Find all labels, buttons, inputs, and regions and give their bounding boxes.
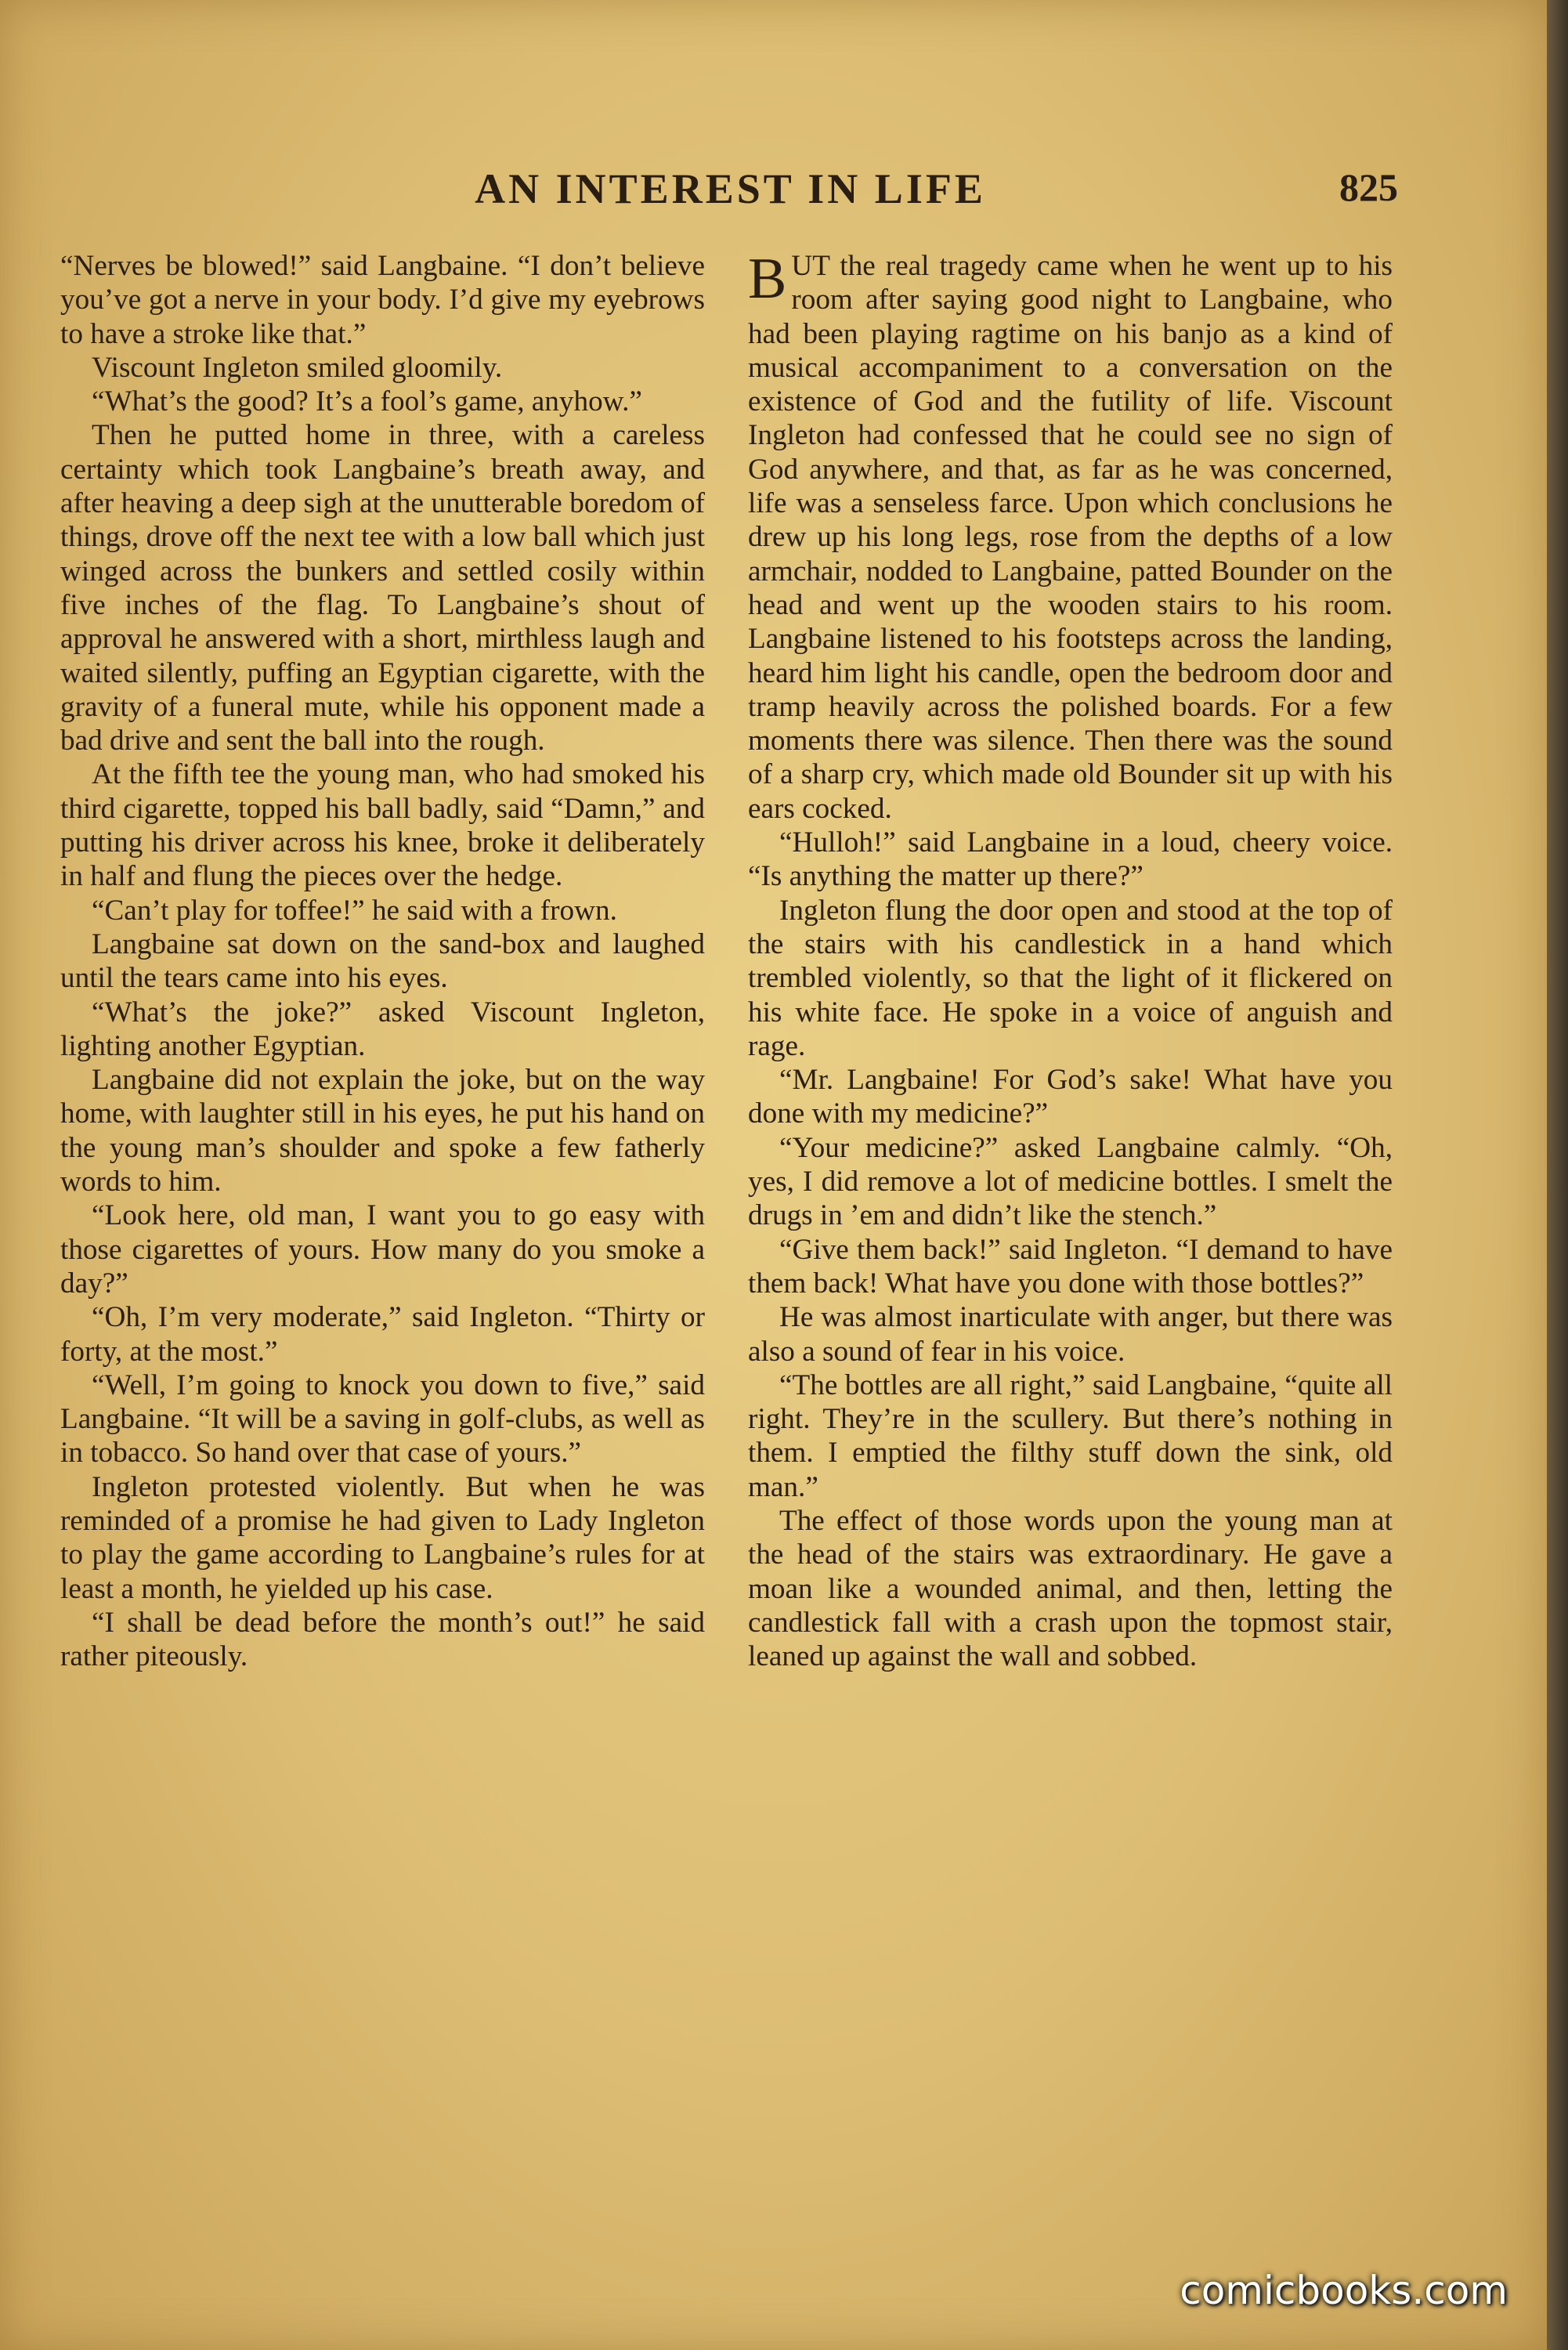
paragraph: “Nerves be blowed!” said Langbaine. “I don’t believe you’ve got a nerve in your body. I’d give my eyebrows to have a stroke like that.” [60, 250, 705, 350]
paragraph: “Your medicine?” asked Langbaine calmly. “Oh, yes, I did remove a lot of medicine bottles. I smelt the drugs in ’em and didn’t like the stench.” [748, 1131, 1393, 1232]
paragraph: He was almost inarticulate with anger, but there was also a sound of fear in his voice. [748, 1301, 1393, 1368]
paragraph: “What’s the joke?” asked Viscount Ingleton, lighting another Egyptian. [60, 996, 705, 1062]
paragraph: Viscount Ingleton smiled gloomily. [92, 351, 503, 384]
paragraph: “Can’t play for toffee!” he said with a frown. [92, 894, 617, 927]
paragraph: “The bottles are all right,” said Langbaine, “quite all right. They’re in the scullery. But there’s nothing in them. I emptied the filthy stuff down the sink, old man.” [748, 1368, 1393, 1503]
paragraph: “Hulloh!” said Langbaine in a loud, cheery voice. “Is anything the matter up there?” [748, 826, 1393, 893]
paragraph: Langbaine did not explain the joke, but on the way home, with laughter still in his eyes, he put his hand on the young man’s shoulder and spoke a few fatherly words to him. [60, 1064, 705, 1198]
paragraph: “Oh, I’m very moderate,” said Ingleton. “Thirty or forty, at the most.” [60, 1301, 705, 1368]
right-column [748, 249, 1393, 2223]
paragraph: “What’s the good? It’s a fool’s game, anyhow.” [92, 385, 642, 418]
drop-cap: B [748, 247, 787, 311]
running-title: AN INTEREST IN LIFE [475, 165, 986, 212]
page-header [63, 164, 1398, 219]
left-column [60, 249, 705, 2223]
paragraph: “Give them back!” said Ingleton. “I demand to have them back! What have you done with those bottles?” [748, 1233, 1393, 1300]
paragraph: “I shall be dead before the month’s out!” he said rather piteously. [60, 1606, 705, 1673]
paragraph: Then he putted home in three, with a careless certainty which took Langbaine’s breath away, and after heaving a deep sigh at the unutterable boredom of things, drove off the next tee with a low ball which just winged across the bunkers and settled cosily within five inches of the flag. To Langbaine’s shout of approval he answered with a short, mirthless laugh and waited silently, puffing an Egyptian cigarette, with the gravity of a funeral mute, while his opponent made a bad drive and sent the ball into the rough. [60, 419, 705, 757]
opening-text: UT the real tragedy came when he went up to his room after saying good night to Langbaine, who had been playing ragtime on his banjo as a kind of musical accompaniment to a conversation on the existence of God and the futility of life. Viscount Ingleton had confessed that he could see no sign of God anywhere, and that, as far as he was concerned, life was a senseless farce. Upon which conclusions he drew up his long legs, rose from the depths of a low armchair, nodded to Langbaine, patted Bounder on the head and went up the wooden stairs to his room. Langbaine listened to his footsteps across the landing, heard him light his candle, open the bedroom door and tramp heavily across the polished boards. For a few moments there was silence. Then there was the sound of a sharp cry, which made old Bounder sit up with his ears cocked. [748, 250, 1393, 825]
paragraph: Ingleton flung the door open and stood at the top of the stairs with his candlestick in a hand which trembled violently, so that the light of it flickered on his white face. He spoke in a voice of anguish and rage. [748, 894, 1393, 1062]
paragraph: At the fifth tee the young man, who had smoked his third cigarette, topped his ball badly, said “Damn,” and putting his driver across his knee, broke it deliberately in half and flung the pieces over the hedge. [60, 758, 705, 893]
paragraph: “Look here, old man, I want you to go easy with those cigarettes of yours. How many do you smoke a day?” [60, 1199, 705, 1300]
paragraph: “Mr. Langbaine! For God’s sake! What have you done with my medicine?” [748, 1064, 1393, 1130]
paragraph: The effect of those words upon the young man at the head of the stairs was extraordinary. He gave a moan like a wounded animal, and then, letting the candlestick fall with a crash upon the topmost stair, leaned up against the wall and sobbed. [748, 1504, 1393, 1673]
paragraph: Ingleton protested violently. But when he was reminded of a promise he had given to Lady Ingleton to play the game according to Langbaine’s rules for at least a month, he yielded up his case. [60, 1470, 705, 1605]
paragraph: “Well, I’m going to knock you down to five,” said Langbaine. “It will be a saving in golf-clubs, as well as in tobacco. So hand over that case of yours.” [60, 1368, 705, 1470]
page-number: 825 [1339, 165, 1398, 209]
paragraph: Langbaine sat down on the sand-box and laughed until the tears came into his eyes. [60, 927, 705, 995]
page-edge [1547, 0, 1568, 2350]
section-opening-paragraph [748, 249, 1393, 826]
site-watermark: comicbooks.com [1180, 2268, 1508, 2313]
